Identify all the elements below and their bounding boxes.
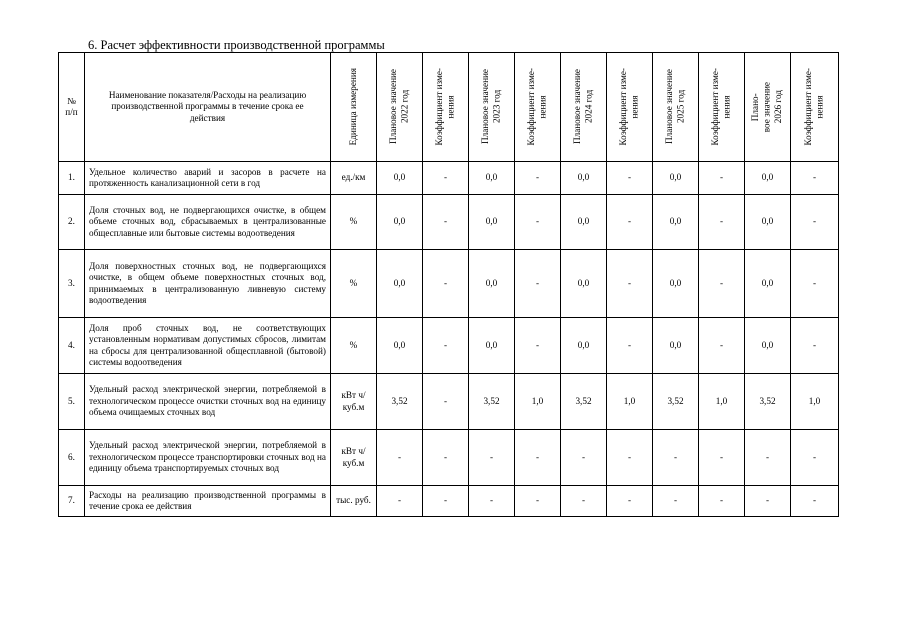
row-value: - [791,430,839,486]
header-col [745,53,791,162]
row-value: 0,0 [469,318,515,374]
row-name: Расходы на реализацию производственной программы в течение срока ее действия [85,486,331,517]
row-num: 7. [59,486,85,517]
row-value: 0,0 [653,195,699,250]
header-col [791,53,839,162]
row-value: - [423,374,469,430]
header-col-label: Коэффициент изме- нения [526,68,548,146]
row-name: Доля поверхностных сточных вод, не подвергающихся очистке, в общем объеме поверхностных сточных вод, принимаемых в централизованную ливневую систему водоотведения [85,250,331,318]
row-num: 6. [59,430,85,486]
row-value: - [515,318,561,374]
row-value: - [423,162,469,195]
row-value: - [423,318,469,374]
header-col-label: Плановое значение 2022 год [388,69,410,145]
row-value: - [607,486,653,517]
row-value: - [791,195,839,250]
row-name: Доля проб сточных вод, не соответствующих установленным нормативам допустимых сбросов, лимитам на сбросы для централизованной общесплавной (бытовой) системы водоотведения [85,318,331,374]
row-value: 1,0 [607,374,653,430]
row-value: 0,0 [653,318,699,374]
row-unit: кВт ч/куб.м [331,374,377,430]
row-value: 0,0 [469,250,515,318]
row-value: 0,0 [561,250,607,318]
row-value: - [699,486,745,517]
row-value: 0,0 [377,195,423,250]
row-value: - [699,430,745,486]
header-col-label: Плано- вое значение 2026 год [750,81,784,133]
row-unit: % [331,250,377,318]
row-value: - [745,430,791,486]
row-name: Удельный расход электрической энергии, потребляемой в технологическом процессе транспортировки сточных вод на единицу объема транспортируемых сточных вод [85,430,331,486]
header-unit-label: Единица измерения [347,68,358,146]
row-value: 0,0 [561,162,607,195]
row-value: 3,52 [469,374,515,430]
header-col [561,53,607,162]
row-value: 3,52 [653,374,699,430]
header-num: № п/п [59,53,85,162]
row-value: 0,0 [745,195,791,250]
row-num: 4. [59,318,85,374]
row-name: Удельный расход электрической энергии, потребляемой в технологическом процессе очистки сточных вод на единицу объема очищаемых сточных вод [85,374,331,430]
row-value: - [699,162,745,195]
row-value: 0,0 [745,250,791,318]
row-value: 0,0 [377,318,423,374]
header-col [377,53,423,162]
header-col [423,53,469,162]
row-num: 3. [59,250,85,318]
row-value: 0,0 [745,162,791,195]
header-row [59,53,839,162]
header-name: Наименование показателя/Расходы на реализацию производственной программы в течение срока ее действия [85,53,331,162]
row-value: - [791,162,839,195]
header-col-label: Плановое значение 2023 год [480,69,502,145]
row-value: 0,0 [653,250,699,318]
header-col-label: Коэффициент изме- нения [618,68,640,146]
row-value: - [515,162,561,195]
header-col-label: Коэффициент изме- нения [710,68,732,146]
row-value: - [423,430,469,486]
row-value: - [423,195,469,250]
section-title: 6. Расчет эффективности производственной программы [88,38,385,52]
header-col [515,53,561,162]
row-unit: кВт ч/куб.м [331,430,377,486]
row-value: - [699,195,745,250]
row-unit: ед./км [331,162,377,195]
header-unit [331,53,377,162]
row-value: 0,0 [653,162,699,195]
table-row [59,374,839,430]
efficiency-table [58,52,839,517]
row-value: - [699,250,745,318]
row-value: - [607,162,653,195]
row-num: 2. [59,195,85,250]
row-value: - [791,318,839,374]
row-name: Удельное количество аварий и засоров в расчете на протяженность канализационной сети в год [85,162,331,195]
row-value: - [469,486,515,517]
row-value: - [653,430,699,486]
header-col [653,53,699,162]
row-value: 0,0 [469,195,515,250]
row-value: 3,52 [561,374,607,430]
row-value: - [515,195,561,250]
row-value: - [515,250,561,318]
row-unit: % [331,318,377,374]
row-value: - [515,486,561,517]
row-value: 0,0 [745,318,791,374]
row-num: 5. [59,374,85,430]
row-value: - [561,430,607,486]
header-col [699,53,745,162]
row-value: 3,52 [745,374,791,430]
row-value: - [561,486,607,517]
header-col [469,53,515,162]
header-col-label: Коэффициент изме- нения [434,68,456,146]
row-value: - [791,486,839,517]
row-value: - [423,486,469,517]
row-value: 0,0 [377,250,423,318]
header-col [607,53,653,162]
header-col-label: Плановое значение 2024 год [572,69,594,145]
header-col-label: Коэффициент изме- нения [803,68,825,146]
row-value: - [607,318,653,374]
row-value: - [699,318,745,374]
row-value: 1,0 [515,374,561,430]
table-row [59,486,839,517]
row-value: - [515,430,561,486]
row-value: - [745,486,791,517]
row-value: - [607,250,653,318]
table-row [59,162,839,195]
table-row [59,430,839,486]
table-row [59,195,839,250]
row-value: - [607,195,653,250]
row-value: - [653,486,699,517]
row-value: 1,0 [791,374,839,430]
row-value: - [791,250,839,318]
row-value: - [377,486,423,517]
row-unit: тыс. руб. [331,486,377,517]
row-value: 0,0 [377,162,423,195]
row-value: 1,0 [699,374,745,430]
row-value: - [469,430,515,486]
row-name: Доля сточных вод, не подвергающихся очистке, в общем объеме сточных вод, сбрасываемых в централизованные общесплавные или бытовые системы водоотведения [85,195,331,250]
header-col-label: Плановое значение 2025 год [664,69,686,145]
table-row [59,318,839,374]
row-value: - [607,430,653,486]
row-value: 0,0 [561,318,607,374]
row-unit: % [331,195,377,250]
table-row [59,250,839,318]
row-value: 0,0 [561,195,607,250]
row-value: 0,0 [469,162,515,195]
row-value: - [423,250,469,318]
row-num: 1. [59,162,85,195]
row-value: 3,52 [377,374,423,430]
row-value: - [377,430,423,486]
